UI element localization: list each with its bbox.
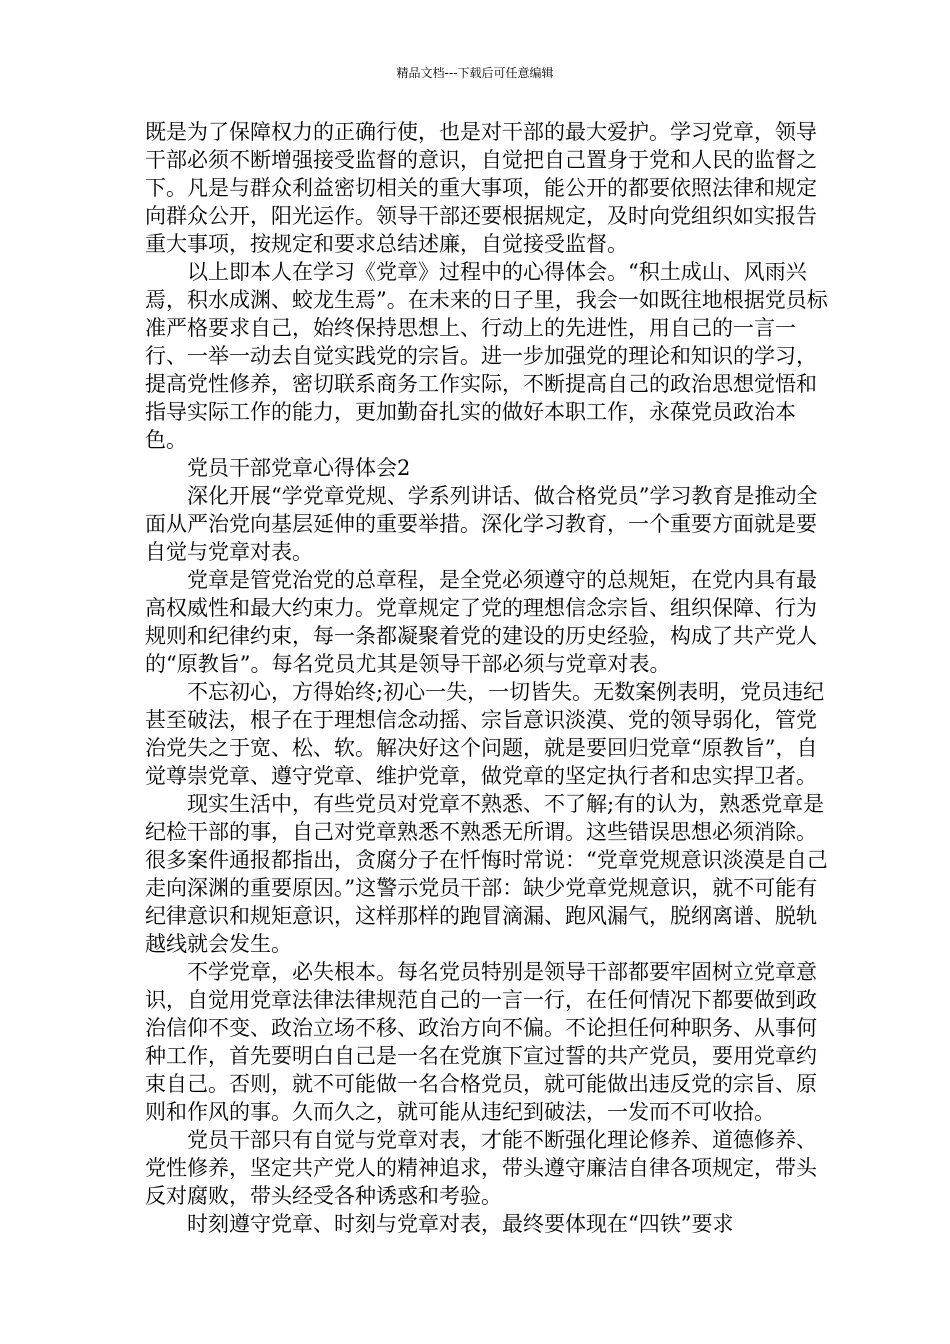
section-title: 党员干部党章心得体会2 bbox=[187, 456, 411, 480]
paragraph: 不学党章，必失根本。每名党员特别是领导干部都要牢固树立党章意识，自觉用党章法律法律规范自己的一言一行，在任何情况下都要做到政治信仰不变、政治立场不移、政治方向不偏。不论担任何种职务、从事何种工作，首先要明白自己是一名在党旗下宣过誓的共产党员，要用党章约束自己。否则，就不可能做一名合格党员，就可能做出违反党的宗旨、原则和作风的事。久而久之，就可能从违纪到破法，一发而不可收拾。 bbox=[145, 960, 817, 1124]
paragraph: 不忘初心，方得始终;初心一失，一切皆失。无数案例表明，党员违纪甚至破法，根子在于理想信念动摇、宗旨意识淡漠、党的领导弱化，管党治党失之于宽、松、软。解决好这个问题，就是要回归党章“原教旨”，自觉尊崇党章、遵守党章、维护党章，做党章的坚定执行者和忠实捍卫者。 bbox=[145, 680, 825, 788]
document-body bbox=[145, 118, 829, 1238]
paragraph: 以上即本人在学习《党章》过程中的心得体会。“积土成山、风雨兴焉，积水成渊、蛟龙生焉”。在未来的日子里，我会一如既往地根据党员标准严格要求自己，始终保持思想上、行动上的先进性，用自己的一言一行、一举一动去自觉实践党的宗旨。进一步加强党的理论和知识的学习，提高党性修养，密切联系商务工作实际，不断提高自己的政治思想觉悟和指导实际工作的能力，更加勤奋扎实的做好本职工作，永葆党员政治本色。 bbox=[145, 260, 828, 452]
paragraph: 既是为了保障权力的正确行使，也是对干部的最大爱护。学习党章，领导干部必须不断增强接受监督的意识，自觉把自己置身于党和人民的监督之下。凡是与群众利益密切相关的重大事项，能公开的都要依照法律和规定向群众公开，阳光运作。领导干部还要根据规定，及时向党组织如实报告重大事项，按规定和要求总结述廉，自觉接受监督。 bbox=[145, 120, 817, 256]
paragraph: 时刻遵守党章、时刻与党章对表，最终要体现在“四铁”要求 bbox=[187, 1212, 734, 1236]
paragraph: 现实生活中，有些党员对党章不熟悉、不了解;有的认为，熟悉党章是纪检干部的事，自己对党章熟悉不熟悉无所谓。这些错误思想必须消除。很多案件通报都指出，贪腐分子在忏悔时常说：“党章党规意识淡漠是自己走向深渊的重要原因。”这警示党员干部：缺少党章党规意识，就不可能有纪律意识和规矩意识，这样那样的跑冒滴漏、跑风漏气，脱纲离谱、脱轨越线就会发生。 bbox=[145, 792, 828, 956]
paragraph: 深化开展“学党章党规、学系列讲话、做合格党员”学习教育是推动全面从严治党向基层延伸的重要举措。深化学习教育，一个重要方面就是要自觉与党章对表。 bbox=[145, 484, 818, 564]
paragraph: 党章是管党治党的总章程，是全党必须遵守的总规矩，在党内具有最高权威性和最大约束力。党章规定了党的理想信念宗旨、组织保障、行为规则和纪律约束，每一条都凝聚着党的建设的历史经验，构成了共产党人的“原教旨”。每名党员尤其是领导干部必须与党章对表。 bbox=[145, 568, 817, 676]
page-header: 精品文档---下载后可任意编辑 bbox=[396, 66, 554, 80]
paragraph: 党员干部只有自觉与党章对表，才能不断强化理论修养、道德修养、党性修养，坚定共产党人的精神追求，带头遵守廉洁自律各项规定，带头反对腐败，带头经受各种诱惑和考验。 bbox=[145, 1128, 817, 1208]
